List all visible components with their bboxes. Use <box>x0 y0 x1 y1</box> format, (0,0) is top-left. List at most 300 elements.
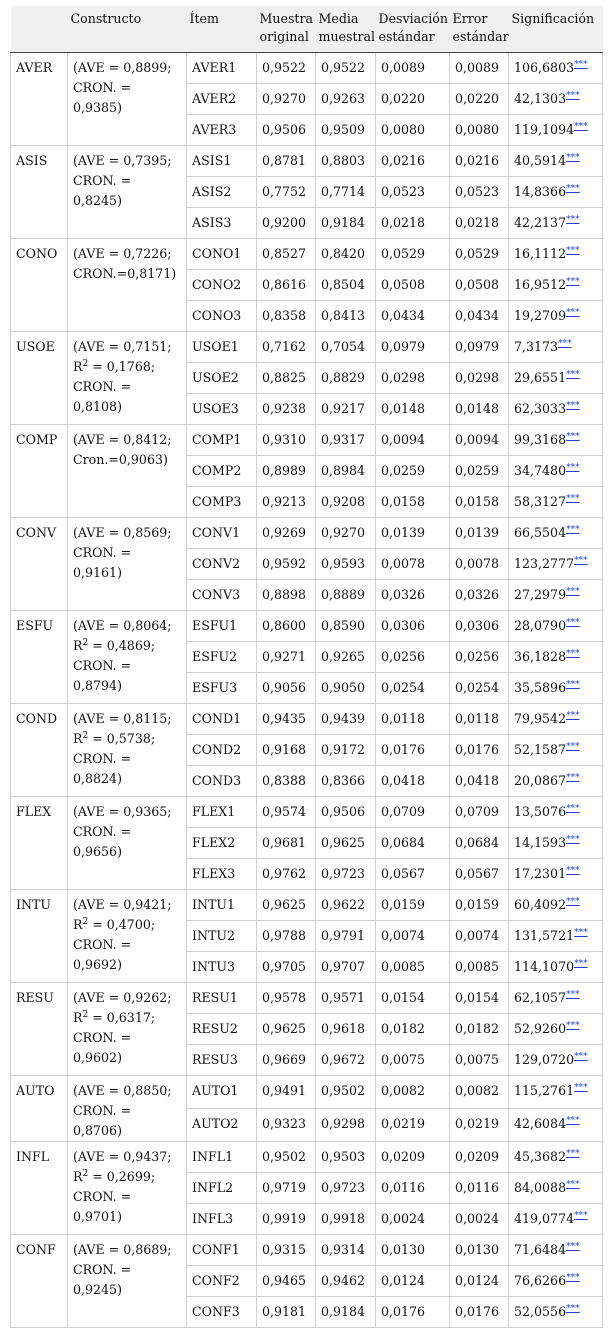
muestra-original-text: 0,9669 <box>262 1052 307 1067</box>
significacion-value <box>509 859 603 890</box>
desviacion-estandar <box>376 301 450 332</box>
significance-marker <box>566 370 580 380</box>
media-muestral <box>316 456 376 487</box>
significacion-value-text: 45,3682 <box>514 1149 567 1164</box>
desviacion-estandar-text: 0,0148 <box>381 401 426 416</box>
error-estandar <box>450 487 509 518</box>
desviacion-estandar <box>376 1297 450 1328</box>
significacion-value-text: 27,2979 <box>514 587 567 602</box>
media-muestral-text: 0,9317 <box>321 432 366 447</box>
desviacion-estandar-text: 0,0024 <box>381 1211 426 1226</box>
significance-marker <box>566 1180 580 1190</box>
muestra-original-text: 0,9213 <box>262 494 307 509</box>
media-muestral <box>316 1173 376 1204</box>
construct-stats-line: CRON. = <box>73 658 132 673</box>
significance-link[interactable]: *** <box>566 245 580 256</box>
construct-stats-line: $R^2 = 0,4869$; <box>73 637 156 653</box>
media-muestral-text: 0,9522 <box>321 60 366 75</box>
significance-link[interactable]: *** <box>566 865 580 876</box>
significance-link[interactable]: *** <box>566 803 580 814</box>
desviacion-estandar <box>376 84 450 115</box>
item-code <box>187 735 257 766</box>
error-estandar-text: 0,0094 <box>455 432 500 447</box>
media-muestral <box>316 673 376 704</box>
construct-stats-line: (AVE = 0,7151; <box>73 339 172 354</box>
muestra-original <box>257 859 316 890</box>
significacion-value <box>509 549 603 580</box>
significance-marker <box>566 525 580 535</box>
significance-marker <box>566 184 580 194</box>
muestra-original-text: 0,8527 <box>262 246 307 261</box>
media-muestral <box>316 394 376 425</box>
significance-link[interactable]: *** <box>574 121 588 132</box>
desviacion-estandar <box>376 859 450 890</box>
item-code-text: FLEX3 <box>192 866 236 881</box>
muestra-original <box>257 146 316 177</box>
media-muestral-text: 0,9263 <box>321 91 366 106</box>
item-code-text: CONO1 <box>192 246 242 261</box>
media-muestral-text: 0,9723 <box>321 1180 366 1195</box>
error-estandar-text: 0,0082 <box>455 1083 500 1098</box>
error-estandar <box>450 1235 509 1266</box>
muestra-original-text: 0,9788 <box>262 928 307 943</box>
media-muestral <box>316 177 376 208</box>
media-muestral <box>316 1109 376 1142</box>
superscript: 2 <box>82 730 89 741</box>
construct-stats-line: (AVE = 0,9421; <box>73 897 172 912</box>
media-muestral <box>316 363 376 394</box>
significance-marker <box>558 339 572 349</box>
significacion-value-text: 20,0867 <box>514 773 567 788</box>
header-media: Media muestral <box>316 6 376 53</box>
significance-marker <box>566 1021 580 1031</box>
media-muestral-text: 0,9184 <box>321 1304 366 1319</box>
desviacion-estandar <box>376 53 450 84</box>
significance-link[interactable]: *** <box>566 90 580 101</box>
significance-marker <box>566 308 580 318</box>
significance-link[interactable]: *** <box>574 1051 588 1062</box>
significance-link[interactable]: *** <box>566 679 580 690</box>
item-code <box>187 1142 257 1173</box>
significance-marker <box>566 649 580 659</box>
significance-link[interactable]: *** <box>566 276 580 287</box>
construct-stats-line: CRON. = <box>73 173 132 188</box>
significance-link[interactable]: *** <box>574 927 588 938</box>
desviacion-estandar-text: 0,0567 <box>381 866 426 881</box>
table-body <box>11 53 603 1328</box>
significacion-value <box>509 270 603 301</box>
item-code-text: COMP3 <box>192 494 242 509</box>
media-muestral <box>316 425 376 456</box>
error-estandar <box>450 704 509 735</box>
significacion-value <box>509 363 603 394</box>
significacion-value <box>509 332 603 363</box>
significacion-value-text: 36,1828 <box>514 649 567 664</box>
table-row <box>11 332 603 363</box>
muestra-original <box>257 1204 316 1235</box>
muestra-original <box>257 1109 316 1142</box>
muestra-original-text: 0,9270 <box>262 91 307 106</box>
significance-link[interactable]: *** <box>566 741 580 752</box>
desviacion-estandar <box>376 177 450 208</box>
construct-stats-line: CRON. = <box>73 937 132 952</box>
muestra-original-text: 0,9522 <box>262 60 307 75</box>
significacion-value <box>509 456 603 487</box>
media-muestral-text: 0,9184 <box>321 215 366 230</box>
construct-stats-line: (AVE = 0,8899; <box>73 60 172 75</box>
item-code <box>187 177 257 208</box>
significacion-value <box>509 1173 603 1204</box>
muestra-original-text: 0,8898 <box>262 587 307 602</box>
error-estandar <box>450 425 509 456</box>
muestra-original <box>257 115 316 146</box>
construct-stats-line: 0,9692) <box>73 957 122 972</box>
desviacion-estandar-text: 0,0218 <box>381 215 426 230</box>
construct-stats-line: $R^2 = 0,6317$; <box>73 1009 156 1025</box>
significacion-value-text: 114,1070 <box>514 959 575 974</box>
item-code-text: CONV2 <box>192 556 241 571</box>
header-blank <box>11 6 68 53</box>
construct-stats-line: CRON. = <box>73 1262 132 1277</box>
significance-link[interactable]: *** <box>574 59 588 70</box>
desviacion-estandar <box>376 1204 450 1235</box>
media-muestral <box>316 1045 376 1076</box>
media-muestral-text: 0,8504 <box>321 277 366 292</box>
item-code <box>187 239 257 270</box>
significacion-value-text: 17,2301 <box>514 866 567 881</box>
construct-stats <box>68 704 187 797</box>
muestra-original-text: 0,9238 <box>262 401 307 416</box>
desviacion-estandar <box>376 518 450 549</box>
error-estandar <box>450 363 509 394</box>
significance-link[interactable]: *** <box>566 307 580 318</box>
construct-stats-line: 0,9602) <box>73 1050 122 1065</box>
significacion-value <box>509 642 603 673</box>
item-code <box>187 890 257 921</box>
table-row <box>11 425 603 456</box>
significacion-value <box>509 1076 603 1109</box>
desviacion-estandar <box>376 1142 450 1173</box>
item-code <box>187 580 257 611</box>
item-code <box>187 704 257 735</box>
item-code <box>187 983 257 1014</box>
construct-stats-line: $R^2 = 0,4700$; <box>73 916 156 932</box>
construct-stats <box>68 1142 187 1235</box>
item-code <box>187 301 257 332</box>
muestra-original <box>257 1235 316 1266</box>
item-code <box>187 518 257 549</box>
significacion-value-text: 13,5076 <box>514 804 567 819</box>
desviacion-estandar-text: 0,0118 <box>381 711 426 726</box>
significance-link[interactable]: *** <box>566 1241 580 1252</box>
muestra-original <box>257 611 316 642</box>
muestra-original <box>257 642 316 673</box>
media-muestral-text: 0,9265 <box>321 649 366 664</box>
error-estandar-text: 0,0130 <box>455 1242 500 1257</box>
desviacion-estandar <box>376 580 450 611</box>
significance-marker <box>566 618 580 628</box>
significance-marker <box>566 1149 580 1159</box>
construct-code: ESFU <box>11 611 68 704</box>
desviacion-estandar <box>376 766 450 797</box>
item-code-text: ESFU2 <box>192 649 238 664</box>
significacion-value-text: 52,0556 <box>514 1304 567 1319</box>
desviacion-estandar-text: 0,0080 <box>381 122 426 137</box>
significacion-value <box>509 208 603 239</box>
significance-link[interactable]: *** <box>566 462 580 473</box>
desviacion-estandar-text: 0,0220 <box>381 91 426 106</box>
significance-link[interactable]: *** <box>566 369 580 380</box>
significance-link[interactable]: *** <box>566 400 580 411</box>
significance-link[interactable]: *** <box>566 586 580 597</box>
item-code-text: AUTO1 <box>192 1083 239 1098</box>
construct-stats-line: CRON.=0,8171) <box>73 266 177 281</box>
error-estandar <box>450 115 509 146</box>
error-estandar <box>450 859 509 890</box>
significacion-value-text: 99,3168 <box>514 432 567 447</box>
construct-stats-line: 0,9701) <box>73 1209 122 1224</box>
media-muestral-text: 0,9707 <box>321 959 366 974</box>
construct-stats-line: 0,8108) <box>73 399 122 414</box>
significance-link[interactable]: *** <box>574 958 588 969</box>
media-muestral <box>316 828 376 859</box>
item-code-text: AUTO2 <box>192 1116 239 1131</box>
error-estandar-text: 0,0216 <box>455 153 500 168</box>
construct-code: INTU <box>11 890 68 983</box>
item-code <box>187 115 257 146</box>
significance-link[interactable]: *** <box>566 834 580 845</box>
media-muestral-text: 0,8366 <box>321 773 366 788</box>
significance-link[interactable]: *** <box>566 710 580 721</box>
significance-link[interactable]: *** <box>574 1082 588 1093</box>
significance-marker <box>566 835 580 845</box>
superscript: 2 <box>82 1009 89 1020</box>
media-muestral <box>316 1266 376 1297</box>
muestra-original-text: 0,9625 <box>262 1021 307 1036</box>
significacion-value <box>509 1297 603 1328</box>
desviacion-estandar-text: 0,0159 <box>381 897 426 912</box>
media-muestral-text: 0,9217 <box>321 401 366 416</box>
significance-link[interactable]: *** <box>566 493 580 504</box>
item-code <box>187 84 257 115</box>
error-estandar-text: 0,0075 <box>455 1052 500 1067</box>
construct-stats <box>68 1076 187 1142</box>
error-estandar-text: 0,0024 <box>455 1211 500 1226</box>
significance-link[interactable]: *** <box>566 1115 580 1126</box>
significacion-value-text: 62,1057 <box>514 990 567 1005</box>
significance-link[interactable]: *** <box>566 896 580 907</box>
muestra-original-text: 0,8600 <box>262 618 307 633</box>
muestra-original <box>257 53 316 84</box>
header-muestra: Muestra original <box>257 6 316 53</box>
significance-marker <box>566 494 580 504</box>
table-row <box>11 146 603 177</box>
media-muestral <box>316 332 376 363</box>
desviacion-estandar <box>376 146 450 177</box>
error-estandar <box>450 673 509 704</box>
media-muestral-text: 0,9298 <box>321 1116 366 1131</box>
table-row <box>11 890 603 921</box>
significance-link[interactable]: *** <box>566 183 580 194</box>
significance-link[interactable]: *** <box>566 1303 580 1314</box>
significacion-value <box>509 828 603 859</box>
item-code <box>187 1235 257 1266</box>
construct-code: FLEX <box>11 797 68 890</box>
significacion-value <box>509 146 603 177</box>
significance-marker <box>574 122 588 132</box>
media-muestral-text: 0,9918 <box>321 1211 366 1226</box>
error-estandar <box>450 766 509 797</box>
error-estandar <box>450 239 509 270</box>
significance-link[interactable]: *** <box>566 524 580 535</box>
muestra-original <box>257 983 316 1014</box>
desviacion-estandar <box>376 549 450 580</box>
error-estandar <box>450 394 509 425</box>
desviacion-estandar <box>376 642 450 673</box>
significance-link[interactable]: *** <box>574 555 588 566</box>
desviacion-estandar <box>376 1014 450 1045</box>
muestra-original-text: 0,9310 <box>262 432 307 447</box>
muestra-original-text: 0,8825 <box>262 370 307 385</box>
significacion-value-text: 115,2761 <box>514 1083 575 1098</box>
item-code-text: ASIS1 <box>192 153 232 168</box>
significacion-value-text: 52,9260 <box>514 1021 567 1036</box>
significance-marker <box>574 1052 588 1062</box>
significance-link[interactable]: *** <box>558 338 572 349</box>
media-muestral <box>316 301 376 332</box>
significance-link[interactable]: *** <box>566 1020 580 1031</box>
media-muestral-text: 0,7054 <box>321 339 366 354</box>
significance-link[interactable]: *** <box>566 989 580 1000</box>
item-code-text: USOE2 <box>192 370 239 385</box>
desviacion-estandar-text: 0,0254 <box>381 680 426 695</box>
desviacion-estandar-text: 0,0216 <box>381 153 426 168</box>
significance-link[interactable]: *** <box>566 152 580 163</box>
significance-marker <box>566 804 580 814</box>
error-estandar <box>450 580 509 611</box>
error-estandar-text: 0,0074 <box>455 928 500 943</box>
construct-stats <box>68 797 187 890</box>
error-estandar-text: 0,0256 <box>455 649 500 664</box>
media-muestral <box>316 1297 376 1328</box>
desviacion-estandar-text: 0,0529 <box>381 246 426 261</box>
construct-stats-line: (AVE = 0,9437; <box>73 1149 172 1164</box>
desviacion-estandar <box>376 363 450 394</box>
significance-link[interactable]: *** <box>566 1148 580 1159</box>
significance-marker <box>566 773 580 783</box>
significacion-value <box>509 1204 603 1235</box>
media-muestral <box>316 1204 376 1235</box>
desviacion-estandar <box>376 115 450 146</box>
construct-stats-line: CRON. = <box>73 824 132 839</box>
construct-stats <box>68 332 187 425</box>
item-code <box>187 394 257 425</box>
error-estandar <box>450 1109 509 1142</box>
muestra-original-text: 0,9592 <box>262 556 307 571</box>
desviacion-estandar <box>376 735 450 766</box>
significance-link[interactable]: *** <box>566 431 580 442</box>
muestra-original-text: 0,7752 <box>262 184 307 199</box>
significance-link[interactable]: *** <box>566 617 580 628</box>
desviacion-estandar-text: 0,0298 <box>381 370 426 385</box>
muestra-original <box>257 766 316 797</box>
media-muestral <box>316 766 376 797</box>
media-muestral <box>316 549 376 580</box>
item-code-text: CONV1 <box>192 525 241 540</box>
significacion-value-text: 123,2777 <box>514 556 575 571</box>
error-estandar <box>450 1204 509 1235</box>
construct-stats-line: CRON. = <box>73 1103 132 1118</box>
significacion-value-text: 106,6803 <box>514 60 575 75</box>
significance-link[interactable]: *** <box>566 1179 580 1190</box>
construct-stats-line: (AVE = 0,9365; <box>73 804 172 819</box>
item-code-text: RESU2 <box>192 1021 238 1036</box>
media-muestral <box>316 952 376 983</box>
error-estandar-text: 0,0124 <box>455 1273 500 1288</box>
error-estandar <box>450 301 509 332</box>
significance-link[interactable]: *** <box>574 1210 588 1221</box>
muestra-original-text: 0,8781 <box>262 153 307 168</box>
significance-link[interactable]: *** <box>566 214 580 225</box>
muestra-original-text: 0,9625 <box>262 897 307 912</box>
significance-link[interactable]: *** <box>566 1272 580 1283</box>
error-estandar <box>450 642 509 673</box>
media-muestral-text: 0,8803 <box>321 153 366 168</box>
desviacion-estandar-text: 0,0684 <box>381 835 426 850</box>
error-estandar <box>450 828 509 859</box>
muestra-original-text: 0,9574 <box>262 804 307 819</box>
error-estandar-text: 0,0159 <box>455 897 500 912</box>
construct-stats-line: 0,8245) <box>73 193 122 208</box>
construct-stats <box>68 425 187 518</box>
error-estandar <box>450 1014 509 1045</box>
construct-stats-line: 0,8706) <box>73 1123 122 1138</box>
item-code <box>187 53 257 84</box>
item-code <box>187 425 257 456</box>
media-muestral <box>316 1142 376 1173</box>
significacion-value-text: 14,8366 <box>514 184 567 199</box>
error-estandar-text: 0,0306 <box>455 618 500 633</box>
significacion-value-text: 19,2709 <box>514 308 567 323</box>
significance-link[interactable]: *** <box>566 772 580 783</box>
muestra-original <box>257 270 316 301</box>
item-code-text: CONF3 <box>192 1304 240 1319</box>
construct-code: USOE <box>11 332 68 425</box>
significance-marker <box>566 215 580 225</box>
significacion-value <box>509 84 603 115</box>
construct-stats-line: (AVE = 0,9262; <box>73 990 172 1005</box>
construct-stats <box>68 1235 187 1328</box>
significacion-value-text: 16,9512 <box>514 277 567 292</box>
error-estandar <box>450 921 509 952</box>
media-muestral-text: 0,9172 <box>321 742 366 757</box>
significacion-value <box>509 1266 603 1297</box>
desviacion-estandar <box>376 890 450 921</box>
media-muestral <box>316 270 376 301</box>
item-code-text: COND3 <box>192 773 242 788</box>
error-estandar-text: 0,0523 <box>455 184 500 199</box>
error-estandar-text: 0,0158 <box>455 494 500 509</box>
construct-stats-line: (AVE = 0,8115; <box>73 711 172 726</box>
significacion-value <box>509 1109 603 1142</box>
significance-link[interactable]: *** <box>566 648 580 659</box>
desviacion-estandar-text: 0,0709 <box>381 804 426 819</box>
significacion-value <box>509 1235 603 1266</box>
significance-marker <box>566 680 580 690</box>
muestra-original-text: 0,9200 <box>262 215 307 230</box>
muestra-original <box>257 580 316 611</box>
media-muestral-text: 0,9462 <box>321 1273 366 1288</box>
